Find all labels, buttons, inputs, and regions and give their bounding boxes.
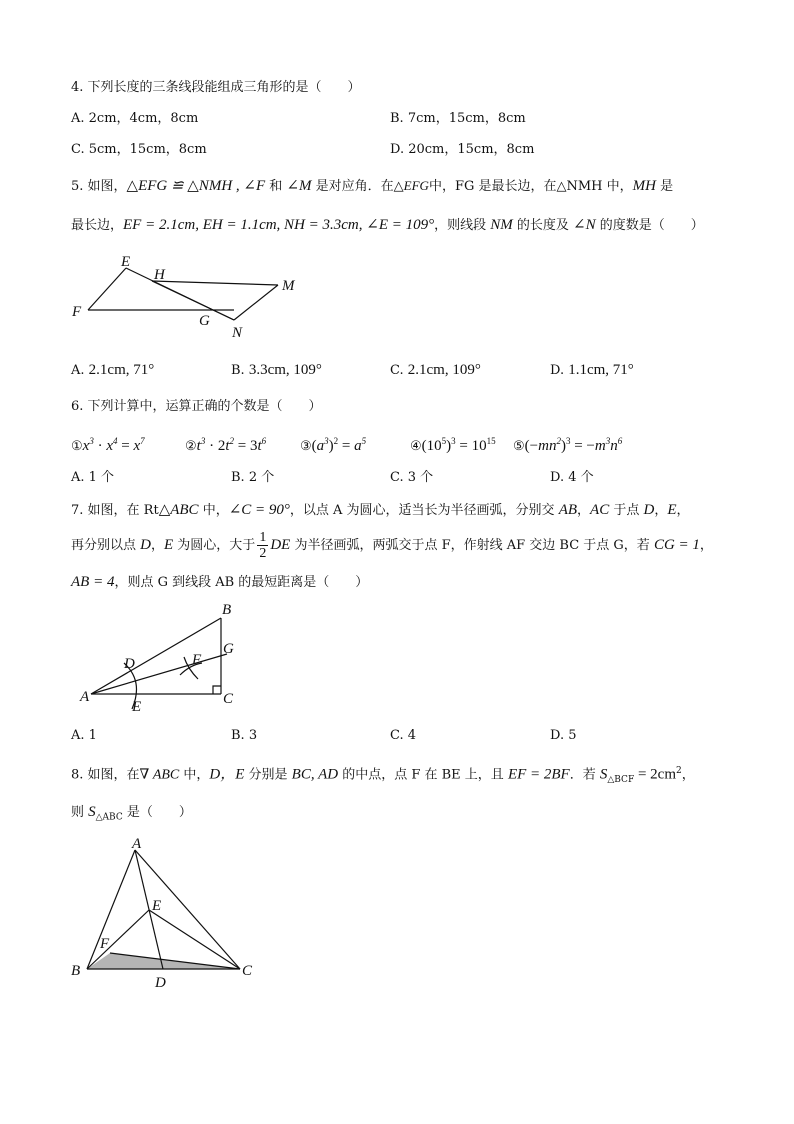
q6-expr-3: $③(a^3)^2 = a^5$ — [300, 436, 367, 454]
q7-label-b: B — [222, 602, 232, 618]
q7-stem-line3: AB = 4，则点 G 到线段 AB 的最短距离是（ ） — [71, 574, 369, 590]
q7-figure — [76, 597, 252, 715]
q6-option-d: D. 4 个 — [550, 470, 594, 485]
q4-stem: 4. 下列长度的三条线段能组成三角形的是（ ） — [71, 80, 361, 95]
q8-segment-ab — [87, 850, 135, 969]
q5-option-b: B. 3.3cm, 109° — [231, 362, 322, 378]
q5-label-e: E — [121, 254, 131, 270]
q5-label-f: F — [72, 304, 82, 320]
q8-stem-line2: 则 $S_{\triangle ABC}$ 是（ ） — [71, 804, 192, 823]
q5-figure — [66, 250, 306, 345]
q8-label-e: E — [152, 898, 162, 914]
q5-label-g: G — [199, 313, 210, 329]
q8-label-c: C — [242, 963, 253, 979]
q7-label-e: E — [132, 699, 142, 715]
q7-option-d: D. 5 — [550, 728, 577, 743]
q6-expr-5: $⑤(-mn^2)^3 = -m^3n^6$ — [513, 436, 623, 454]
q8-stem-line1: 8. 如图，在∇ ABC 中，D，E 分别是 BC, AD 的中点，点 F 在 BE 上，且 EF = 2BF．若 $S_{\triangle BCF} = 2cm^2$， — [71, 766, 695, 785]
q5-segment-hn — [152, 281, 234, 320]
q6-option-a: A. 1 个 — [71, 470, 115, 485]
q6-option-b: B. 2 个 — [231, 470, 275, 485]
q6-expr-4: $④(10^5)^3 = 10^{15}$ — [410, 436, 496, 454]
q5-label-n: N — [232, 325, 243, 341]
q7-label-d: D — [124, 656, 135, 672]
q7-fraction: $\frac{1}{2}$ — [259, 530, 267, 561]
q4-option-c: C. 5cm，15cm，8cm — [71, 142, 207, 157]
q7-ray-af — [91, 654, 227, 694]
q6-stem: 6. 下列计算中，运算正确的个数是（ ） — [71, 399, 322, 414]
q8-label-a: A — [132, 836, 142, 852]
q5-stem-line2: 最长边，EF = 2.1cm, EH = 1.1cm, NH = 3.3cm, ∠E = 109°，则线段 NM 的长度及 ∠N 的度数是（ ） — [71, 217, 704, 233]
q7-label-c: C — [223, 691, 234, 707]
q7-stem-line1: 7. 如图，在 Rt△ABC 中，∠C = 90°，以点 A 为圆心，适当长为半径画弧，分别交 AB，AC 于点 D，E， — [71, 502, 690, 518]
q6-expr-1: $①x^3 \cdot x^4 = x^7$ — [71, 436, 145, 454]
q5-stem-line1: 5. 如图，△EFG ≌ △NMH , ∠F 和 ∠M 是对应角．在△EFG中，FG 是最长边，在△NMH 中，MH 是 — [71, 178, 674, 194]
q8-segment-ac — [135, 850, 240, 969]
q5-option-d: D. 1.1cm, 71° — [550, 362, 634, 378]
q5-label-m: M — [282, 278, 295, 294]
q4-option-d: D. 20cm，15cm，8cm — [390, 142, 535, 157]
q4-option-a: A. 2cm，4cm，8cm — [71, 111, 199, 126]
q5-option-a: A. 2.1cm, 71° — [71, 362, 155, 378]
q7-option-b: B. 3 — [231, 728, 258, 743]
q8-figure — [66, 834, 266, 994]
q5-segment-fe — [88, 268, 126, 310]
q7-label-f: F — [192, 652, 202, 668]
q5-segment-hm — [152, 281, 278, 285]
q7-stem-line2: 再分别以点 D，E 为圆心，大于 $\frac{1}{2}$ DE 为半径画弧，两弧交于点 F，作射线 AF 交边 BC 于点 G，若 CG = 1， — [71, 530, 713, 561]
q7-option-c: C. 4 — [390, 728, 417, 743]
q7-segment-ab — [91, 618, 221, 694]
q8-label-b: B — [71, 963, 81, 979]
q5-option-c: C. 2.1cm, 109° — [390, 362, 481, 378]
q7-option-a: A. 1 — [71, 728, 97, 743]
q7-label-a: A — [80, 689, 90, 705]
q5-segment-mn — [234, 285, 278, 320]
q7-right-angle-mark — [213, 686, 221, 694]
q6-expr-2: $②t^3 \cdot 2t^2 = 3t^6$ — [185, 436, 267, 454]
q7-label-g: G — [223, 641, 234, 657]
q8-label-f: F — [100, 936, 110, 952]
q8-label-d: D — [155, 975, 166, 991]
q6-option-c: C. 3 个 — [390, 470, 434, 485]
q5-label-h: H — [154, 267, 165, 283]
q4-option-b: B. 7cm，15cm，8cm — [390, 111, 526, 126]
